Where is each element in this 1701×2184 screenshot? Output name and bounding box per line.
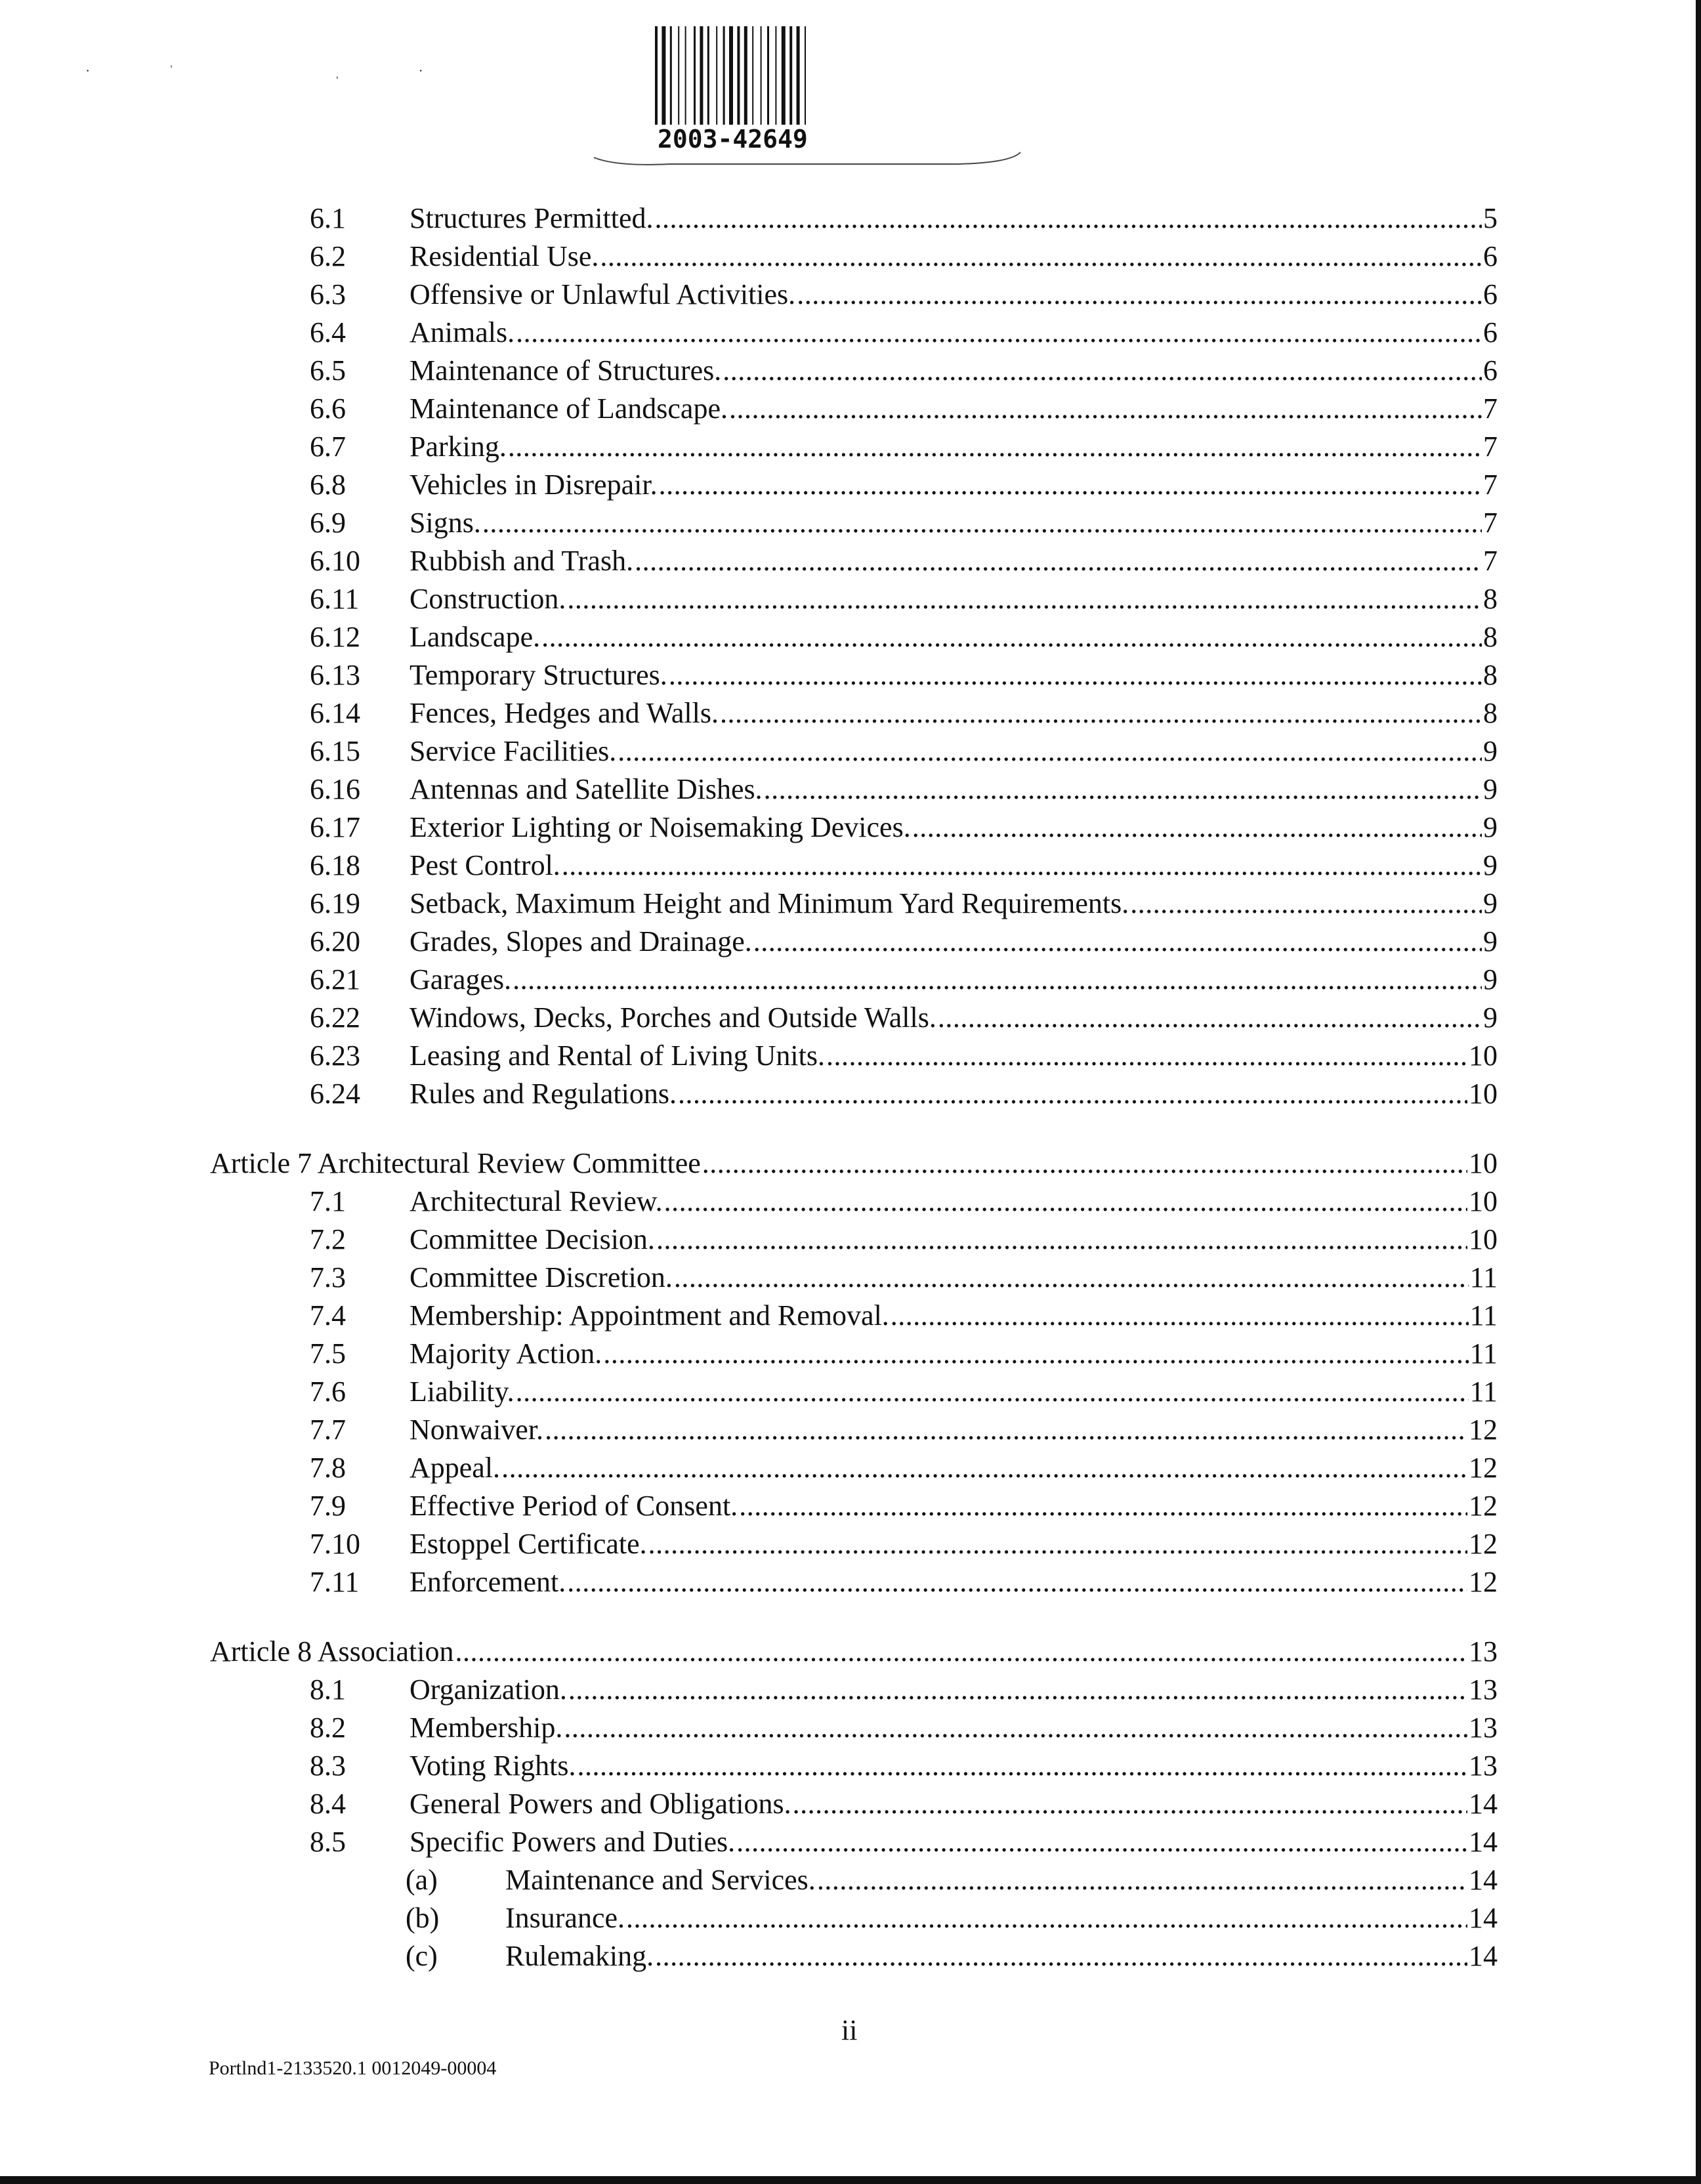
toc-item-number: 7.10 bbox=[310, 1528, 360, 1560]
toc-page-number: 9 bbox=[1483, 849, 1498, 881]
toc-dot-leader bbox=[567, 1563, 1467, 1601]
toc-section-row[interactable] bbox=[310, 466, 1498, 504]
toc-section-row[interactable] bbox=[310, 656, 1498, 694]
toc-page-number: 10 bbox=[1469, 1078, 1498, 1110]
toc-dot-leader bbox=[516, 314, 1482, 352]
toc-item-title: Article 7 Architectural Review Committee bbox=[210, 1147, 701, 1179]
toc-dot-leader bbox=[938, 999, 1482, 1037]
toc-item-title: Nonwaiver. bbox=[410, 1414, 544, 1446]
toc-item-number: 7.11 bbox=[310, 1566, 360, 1598]
toc-dot-leader bbox=[826, 1037, 1467, 1075]
toc-section-row[interactable] bbox=[310, 390, 1498, 428]
toc-subitem-row[interactable] bbox=[406, 1861, 1498, 1899]
toc-subitem-row[interactable] bbox=[406, 1937, 1498, 1975]
toc-item-number: 6.18 bbox=[310, 849, 360, 881]
toc-dot-leader bbox=[567, 580, 1482, 618]
toc-section-row[interactable] bbox=[310, 1411, 1498, 1449]
toc-page-number: 8 bbox=[1483, 659, 1498, 691]
toc-dot-leader bbox=[541, 618, 1482, 656]
toc-item-title: Garages. bbox=[410, 963, 512, 996]
toc-dot-leader bbox=[513, 961, 1482, 999]
toc-item-number: 6.1 bbox=[310, 202, 346, 234]
toc-dot-leader bbox=[655, 1937, 1467, 1975]
toc-page-number: 7 bbox=[1483, 392, 1498, 425]
toc-page-number: 9 bbox=[1483, 735, 1498, 767]
toc-section-row[interactable] bbox=[310, 885, 1498, 923]
toc-section-row[interactable] bbox=[310, 1259, 1498, 1297]
toc-section-row[interactable] bbox=[310, 732, 1498, 770]
toc-section-row[interactable] bbox=[310, 1335, 1498, 1373]
toc-item-number: (b) bbox=[406, 1902, 440, 1934]
toc-item-number: 8.4 bbox=[310, 1788, 346, 1820]
toc-item-number: 7.2 bbox=[310, 1223, 346, 1255]
toc-item-title: Appeal. bbox=[410, 1452, 501, 1484]
toc-item-title: Specific Powers and Duties. bbox=[410, 1826, 736, 1858]
toc-item-number: 7.3 bbox=[310, 1261, 346, 1293]
toc-page-number: 9 bbox=[1483, 925, 1498, 957]
toc-page-number: 6 bbox=[1483, 316, 1498, 348]
toc-item-number: 6.21 bbox=[310, 963, 360, 996]
toc-item-title: Maintenance and Services. bbox=[505, 1864, 816, 1896]
toc-section-row[interactable] bbox=[310, 1297, 1498, 1335]
toc-dot-leader bbox=[508, 428, 1482, 466]
toc-item-number: 6.13 bbox=[310, 659, 360, 691]
toc-article-row[interactable] bbox=[210, 1144, 1498, 1183]
toc-section-row[interactable] bbox=[310, 1449, 1498, 1487]
toc-item-title: Maintenance of Structures. bbox=[410, 354, 722, 387]
toc-item-title: Membership. bbox=[410, 1712, 563, 1744]
toc-dot-leader bbox=[678, 1075, 1467, 1113]
toc-dot-leader bbox=[455, 1633, 1468, 1671]
toc-dot-leader bbox=[568, 1671, 1467, 1709]
toc-dot-leader bbox=[912, 808, 1482, 847]
toc-item-number: 7.5 bbox=[310, 1337, 346, 1370]
toc-dot-leader bbox=[702, 1144, 1467, 1183]
toc-page-number: 10 bbox=[1469, 1185, 1498, 1217]
toc-section-row[interactable] bbox=[310, 1487, 1498, 1525]
toc-item-title: Architectural Review. bbox=[410, 1185, 663, 1217]
toc-dot-leader bbox=[600, 238, 1482, 276]
toc-dot-leader bbox=[635, 542, 1482, 580]
toc-page-number: 6 bbox=[1483, 354, 1498, 387]
toc-page-number: 7 bbox=[1483, 469, 1498, 501]
toc-item-number: 8.5 bbox=[310, 1826, 346, 1858]
toc-item-number: 6.7 bbox=[310, 430, 346, 463]
toc-section-row[interactable] bbox=[310, 999, 1498, 1037]
toc-section-row[interactable] bbox=[310, 1525, 1498, 1563]
toc-item-title: Windows, Decks, Porches and Outside Walls. bbox=[410, 1001, 936, 1034]
toc-item-title: Rules and Regulations. bbox=[410, 1078, 677, 1110]
toc-item-title: Animals. bbox=[410, 316, 515, 348]
toc-page-number: 14 bbox=[1469, 1940, 1498, 1972]
toc-item-number: 7.9 bbox=[310, 1490, 346, 1522]
toc-page-number: 13 bbox=[1469, 1635, 1498, 1668]
toc-page-number: 14 bbox=[1469, 1864, 1498, 1896]
toc-page-number: 7 bbox=[1483, 430, 1498, 463]
toc-section-row[interactable] bbox=[310, 276, 1498, 314]
toc-dot-leader bbox=[669, 656, 1482, 694]
toc-page-number: 6 bbox=[1483, 278, 1498, 310]
toc-item-title: Majority Action. bbox=[410, 1337, 602, 1370]
toc-page-number: 9 bbox=[1483, 811, 1498, 843]
toc-page-number: 9 bbox=[1483, 963, 1498, 996]
toc-dot-leader bbox=[648, 1525, 1467, 1563]
toc-item-number: 6.17 bbox=[310, 811, 360, 843]
document-footer-id: Portlnd1-2133520.1 0012049-00004 bbox=[209, 2057, 497, 2079]
toc-item-title: Pest Control. bbox=[410, 849, 560, 881]
toc-item-number: 7.1 bbox=[310, 1185, 346, 1217]
toc-page-number: 8 bbox=[1483, 621, 1498, 653]
toc-dot-leader bbox=[764, 770, 1482, 808]
toc-page-number: 14 bbox=[1469, 1826, 1498, 1858]
toc-item-title: Temporary Structures. bbox=[410, 659, 667, 691]
toc-dot-leader bbox=[723, 352, 1482, 390]
toc-section-row[interactable] bbox=[310, 504, 1498, 542]
toc-item-title: Maintenance of Landscape. bbox=[410, 392, 728, 425]
toc-page-number: 12 bbox=[1469, 1528, 1498, 1560]
toc-item-title: Offensive or Unlawful Activities. bbox=[410, 278, 796, 310]
toc-section-row[interactable] bbox=[310, 1373, 1498, 1411]
toc-item-number: (c) bbox=[406, 1940, 438, 1972]
toc-section-row[interactable] bbox=[310, 580, 1498, 618]
toc-item-title: Structures Permitted. bbox=[410, 202, 654, 234]
toc-section-row[interactable] bbox=[310, 428, 1498, 466]
toc-item-number: 6.6 bbox=[310, 392, 346, 425]
toc-section-row[interactable] bbox=[310, 1037, 1498, 1075]
toc-section-row[interactable] bbox=[310, 770, 1498, 808]
toc-item-number: 6.24 bbox=[310, 1078, 360, 1110]
toc-page-number: 8 bbox=[1483, 583, 1498, 615]
toc-item-number: 8.3 bbox=[310, 1750, 346, 1782]
toc-dot-leader bbox=[674, 1259, 1469, 1297]
barcode-number: 2003-42649 bbox=[658, 125, 808, 154]
toc-page-number: 12 bbox=[1469, 1490, 1498, 1522]
page-number: ii bbox=[841, 2014, 858, 2046]
toc-page-number: 8 bbox=[1483, 697, 1498, 729]
toc-page-number: 14 bbox=[1469, 1788, 1498, 1820]
toc-section-row[interactable] bbox=[310, 1747, 1498, 1785]
toc-item-number: 6.14 bbox=[310, 697, 360, 729]
toc-item-number: 6.5 bbox=[310, 354, 346, 387]
toc-dot-leader bbox=[564, 1709, 1467, 1747]
toc-item-title: Organization. bbox=[410, 1673, 567, 1706]
toc-item-title: Rubbish and Trash. bbox=[410, 545, 634, 577]
toc-item-title: Rulemaking. bbox=[505, 1940, 654, 1972]
toc-page-number: 10 bbox=[1469, 1040, 1498, 1072]
toc-item-title: Effective Period of Consent. bbox=[410, 1490, 738, 1522]
toc-item-title: Membership: Appointment and Removal. bbox=[410, 1299, 889, 1332]
toc-dot-leader bbox=[656, 1221, 1467, 1259]
toc-section-row[interactable] bbox=[310, 1785, 1498, 1823]
toc-page-number: 11 bbox=[1469, 1299, 1498, 1332]
toc-item-title: Grades, Slopes and Drainage. bbox=[410, 925, 752, 957]
toc-item-number: 6.16 bbox=[310, 773, 360, 805]
toc-dot-leader bbox=[545, 1411, 1467, 1449]
toc-page-number: 7 bbox=[1483, 507, 1498, 539]
toc-dot-leader bbox=[891, 1297, 1469, 1335]
toc-section-row[interactable] bbox=[310, 314, 1498, 352]
toc-item-title: Residential Use. bbox=[410, 240, 599, 272]
toc-section-row[interactable] bbox=[310, 352, 1498, 390]
toc-item-title: Setback, Maximum Height and Minimum Yard Requirements. bbox=[410, 887, 1129, 919]
toc-section-row[interactable] bbox=[310, 847, 1498, 885]
toc-dot-leader bbox=[562, 847, 1482, 885]
toc-subitem-row[interactable] bbox=[406, 1899, 1498, 1937]
toc-section-row[interactable] bbox=[310, 694, 1498, 732]
toc-item-title: Insurance. bbox=[505, 1902, 625, 1934]
toc-item-title: Enforcement. bbox=[410, 1566, 566, 1598]
toc-section-row[interactable] bbox=[310, 1709, 1498, 1747]
toc-dot-leader bbox=[577, 1747, 1467, 1785]
toc-dot-leader bbox=[1130, 885, 1482, 923]
toc-section-row[interactable] bbox=[310, 1221, 1498, 1259]
toc-item-number: 6.4 bbox=[310, 316, 346, 348]
toc-item-number: 6.2 bbox=[310, 240, 346, 272]
toc-dot-leader bbox=[739, 1487, 1467, 1525]
toc-item-number: 6.15 bbox=[310, 735, 360, 767]
toc-dot-leader bbox=[797, 276, 1482, 314]
toc-page-number: 9 bbox=[1483, 773, 1498, 805]
toc-page-number: 13 bbox=[1469, 1750, 1498, 1782]
toc-page-number: 6 bbox=[1483, 240, 1498, 272]
toc-item-title: Committee Decision. bbox=[410, 1223, 655, 1255]
toc-item-number: 6.9 bbox=[310, 507, 346, 539]
toc-dot-leader bbox=[626, 1899, 1467, 1937]
toc-section-row[interactable] bbox=[310, 1823, 1498, 1861]
toc-dot-leader bbox=[603, 1335, 1468, 1373]
toc-dot-leader bbox=[618, 732, 1482, 770]
toc-item-number: 6.11 bbox=[310, 583, 360, 615]
toc-dot-leader bbox=[655, 200, 1482, 238]
toc-dot-leader bbox=[793, 1785, 1467, 1823]
toc-item-title: Estoppel Certificate. bbox=[410, 1528, 647, 1560]
toc-page-number: 10 bbox=[1469, 1223, 1498, 1255]
toc-item-title: Liability. bbox=[410, 1376, 514, 1408]
scan-specks: ·ˈ ˌ· bbox=[85, 62, 502, 79]
toc-item-title: Antennas and Satellite Dishes. bbox=[410, 773, 763, 805]
toc-item-title: Landscape. bbox=[410, 621, 541, 653]
toc-dot-leader bbox=[516, 1373, 1469, 1411]
toc-section-row[interactable] bbox=[310, 923, 1498, 961]
toc-page-number: 10 bbox=[1469, 1147, 1498, 1179]
toc-item-title: Construction. bbox=[410, 583, 566, 615]
toc-item-title: Service Facilities. bbox=[410, 735, 617, 767]
toc-section-row[interactable] bbox=[310, 1183, 1498, 1221]
toc-dot-leader bbox=[753, 923, 1482, 961]
toc-item-title: Parking. bbox=[410, 430, 507, 463]
toc-item-number: 7.6 bbox=[310, 1376, 346, 1408]
toc-dot-leader bbox=[659, 466, 1482, 504]
toc-item-number: 6.20 bbox=[310, 925, 360, 957]
toc-item-title: Signs. bbox=[410, 507, 481, 539]
toc-page-number: 11 bbox=[1469, 1261, 1498, 1293]
toc-section-row[interactable] bbox=[310, 1671, 1498, 1709]
toc-section-row[interactable] bbox=[310, 200, 1498, 238]
toc-dot-leader bbox=[720, 694, 1482, 732]
toc-item-number: 8.2 bbox=[310, 1712, 346, 1744]
toc-page-number: 7 bbox=[1483, 545, 1498, 577]
toc-item-number: 8.1 bbox=[310, 1673, 346, 1706]
toc-item-title: Voting Rights. bbox=[410, 1750, 576, 1782]
toc-item-title: Exterior Lighting or Noisemaking Devices. bbox=[410, 811, 911, 843]
toc-item-title: General Powers and Obligations. bbox=[410, 1788, 791, 1820]
toc-page-number: 12 bbox=[1469, 1414, 1498, 1446]
toc-section-row[interactable] bbox=[310, 1563, 1498, 1601]
toc-dot-leader bbox=[736, 1823, 1467, 1861]
toc-section-row[interactable] bbox=[310, 618, 1498, 656]
toc-dot-leader bbox=[482, 504, 1482, 542]
toc-section-row[interactable] bbox=[310, 1075, 1498, 1113]
toc-item-number: 7.8 bbox=[310, 1452, 346, 1484]
toc-item-number: 6.3 bbox=[310, 278, 346, 310]
toc-dot-leader bbox=[501, 1449, 1467, 1487]
toc-dot-leader bbox=[664, 1183, 1467, 1221]
toc-item-title: Vehicles in Disrepair. bbox=[410, 469, 658, 501]
toc-page-number: 13 bbox=[1469, 1673, 1498, 1706]
toc-item-title: Fences, Hedges and Walls. bbox=[410, 697, 719, 729]
toc-item-number: 6.23 bbox=[310, 1040, 360, 1072]
toc-item-number: 6.19 bbox=[310, 887, 360, 919]
toc-item-title: Leasing and Rental of Living Units. bbox=[410, 1040, 825, 1072]
toc-dot-leader bbox=[729, 390, 1482, 428]
toc-item-number: 6.8 bbox=[310, 469, 346, 501]
toc-dot-leader bbox=[817, 1861, 1467, 1899]
toc-section-row[interactable] bbox=[310, 542, 1498, 580]
toc-item-number: (a) bbox=[406, 1864, 438, 1896]
toc-page-number: 11 bbox=[1469, 1337, 1498, 1370]
toc-page-number: 5 bbox=[1483, 202, 1498, 234]
toc-page-number: 12 bbox=[1469, 1452, 1498, 1484]
toc-page-number: 14 bbox=[1469, 1902, 1498, 1934]
toc-article-row[interactable] bbox=[210, 1633, 1498, 1671]
toc-item-number: 6.22 bbox=[310, 1001, 360, 1034]
toc-section-row[interactable] bbox=[310, 808, 1498, 847]
toc-item-number: 7.7 bbox=[310, 1414, 346, 1446]
toc-item-title: Article 8 Association bbox=[210, 1635, 454, 1668]
toc-section-row[interactable] bbox=[310, 238, 1498, 276]
toc-item-number: 6.12 bbox=[310, 621, 360, 653]
toc-page-number: 9 bbox=[1483, 887, 1498, 919]
toc-page-number: 12 bbox=[1469, 1566, 1498, 1598]
toc-item-title: Committee Discretion. bbox=[410, 1261, 673, 1293]
toc-page-number: 13 bbox=[1469, 1712, 1498, 1744]
toc-page-number: 11 bbox=[1469, 1376, 1498, 1408]
toc-page-number: 9 bbox=[1483, 1001, 1498, 1034]
toc-item-number: 7.4 bbox=[310, 1299, 346, 1332]
toc-item-number: 6.10 bbox=[310, 545, 360, 577]
toc-section-row[interactable] bbox=[310, 961, 1498, 999]
